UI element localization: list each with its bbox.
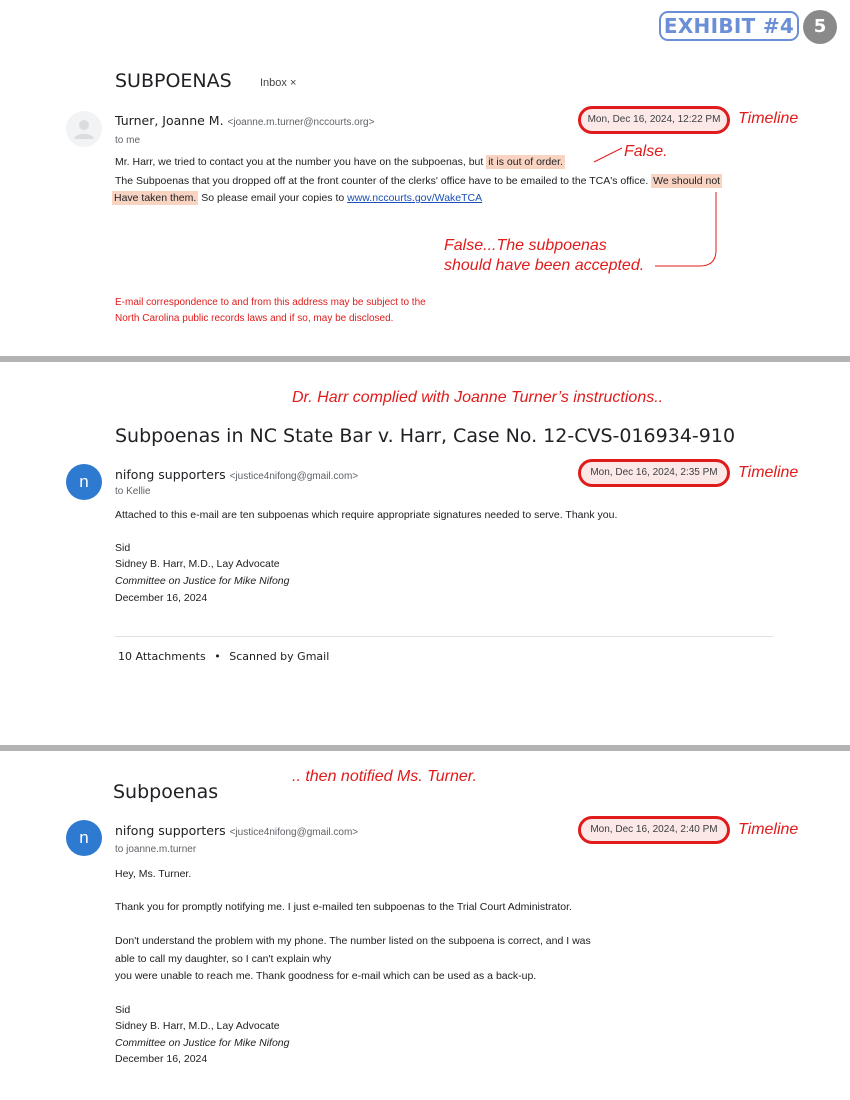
email3-sender [115, 823, 358, 838]
section-divider [0, 745, 850, 751]
email3-greeting: Hey, Ms. Turner. [115, 868, 192, 880]
attachments-count[interactable]: 10 Attachments [118, 650, 206, 663]
false-accepted-note-line1: False...The subpoenas [444, 237, 607, 254]
timeline-note: Timeline [738, 110, 799, 127]
false-accepted-note-line2: should have been accepted. [444, 257, 645, 274]
email1-body-line1: Mr. Harr, we tried to contact you at the number you have on the subpoenas, but it is out of order. [115, 156, 563, 168]
signature-line: Sidney B. Harr, M.D., Lay Advocate [115, 558, 280, 570]
scanned-by-gmail: Scanned by Gmail [229, 650, 330, 663]
email3-recipient[interactable]: to joanne.m.turner [115, 844, 197, 855]
email1-body-line3: Have taken them. So please email your copies to www.nccourts.gov/WakeTCA [114, 192, 483, 204]
email3-date: Mon, Dec 16, 2024, 2:40 PM [578, 816, 730, 844]
signature-line: Sidney B. Harr, M.D., Lay Advocate [115, 1020, 280, 1032]
section-divider [0, 356, 850, 362]
sender-email: <justice4nifong@gmail.com> [229, 827, 359, 838]
exhibit-label: EXHIBIT #4 [659, 11, 799, 41]
email3-paragraph: Thank you for promptly notifying me. I just e-mailed ten subpoenas to the Trial Court Administrator. [115, 901, 572, 913]
tca-link[interactable]: www.nccourts.gov/WakeTCA [347, 192, 483, 204]
timeline-note: Timeline [738, 821, 799, 838]
highlight-should-not: We should not [653, 175, 721, 187]
signature-line: December 16, 2024 [115, 592, 208, 604]
email3-paragraph: you were unable to reach me. Thank goodness for e-mail which can be used as a back-up. [115, 970, 537, 982]
signature-line: December 16, 2024 [115, 1053, 208, 1065]
highlight-taken-them: Have taken them. [114, 192, 197, 204]
signature-line: Sid [115, 542, 131, 554]
email2-sender [115, 467, 358, 482]
email1-body-line2: The Subpoenas that you dropped off at the front counter of the clerks' office have to be emailed to the TCA's office. We should not [115, 175, 721, 187]
attachments-summary [118, 650, 329, 663]
complied-note: Dr. Harr complied with Joanne Turner’s instructions.. [292, 389, 664, 406]
email2-recipient[interactable]: to Kellie [115, 486, 151, 497]
page-number-badge: 5 [803, 10, 837, 44]
timeline-note: Timeline [738, 464, 799, 481]
sender-email: <joanne.m.turner@nccourts.org> [227, 117, 375, 128]
email3-subject: Subpoenas [113, 781, 219, 803]
email1-date: Mon, Dec 16, 2024, 12:22 PM [578, 106, 730, 134]
sender-name: Turner, Joanne M. [115, 113, 224, 128]
email3-paragraph: able to call my daughter, so I can't explain why [115, 953, 332, 965]
records-disclaimer-line2: North Carolina public records laws and if so, may be disclosed. [115, 313, 394, 324]
email1-recipient[interactable]: to me [115, 135, 141, 146]
records-disclaimer-line1: E-mail correspondence to and from this address may be subject to the [115, 297, 426, 308]
sender-name: nifong supporters [115, 823, 226, 838]
inbox-label-chip[interactable]: Inbox × [260, 77, 297, 89]
sender-avatar[interactable]: n [66, 820, 102, 856]
sender-avatar[interactable]: n [66, 464, 102, 500]
signature-line: Committee on Justice for Mike Nifong [115, 575, 290, 587]
signature-line: Committee on Justice for Mike Nifong [115, 1037, 290, 1049]
highlight-out-of-order: it is out of order. [488, 156, 563, 168]
email2-body: Attached to this e-mail are ten subpoenas which require appropriate signatures needed to serve. Thank you. [115, 509, 618, 521]
email1-subject: SUBPOENAS [115, 70, 232, 92]
email2-subject: Subpoenas in NC State Bar v. Harr, Case No. 12-CVS-016934-910 [115, 425, 736, 447]
email3-paragraph: Don't understand the problem with my phone. The number listed on the subpoena is correct, and I was [115, 935, 591, 947]
sender-name: nifong supporters [115, 467, 226, 482]
email2-date: Mon, Dec 16, 2024, 2:35 PM [578, 459, 730, 487]
notified-note: .. then notified Ms. Turner. [292, 768, 477, 785]
bullet-separator: • [214, 650, 221, 663]
signature-line: Sid [115, 1004, 131, 1016]
sender-email: <justice4nifong@gmail.com> [229, 471, 359, 482]
annotation-connectors [0, 0, 850, 300]
attachment-divider [115, 636, 773, 637]
false-note: False. [624, 143, 668, 160]
